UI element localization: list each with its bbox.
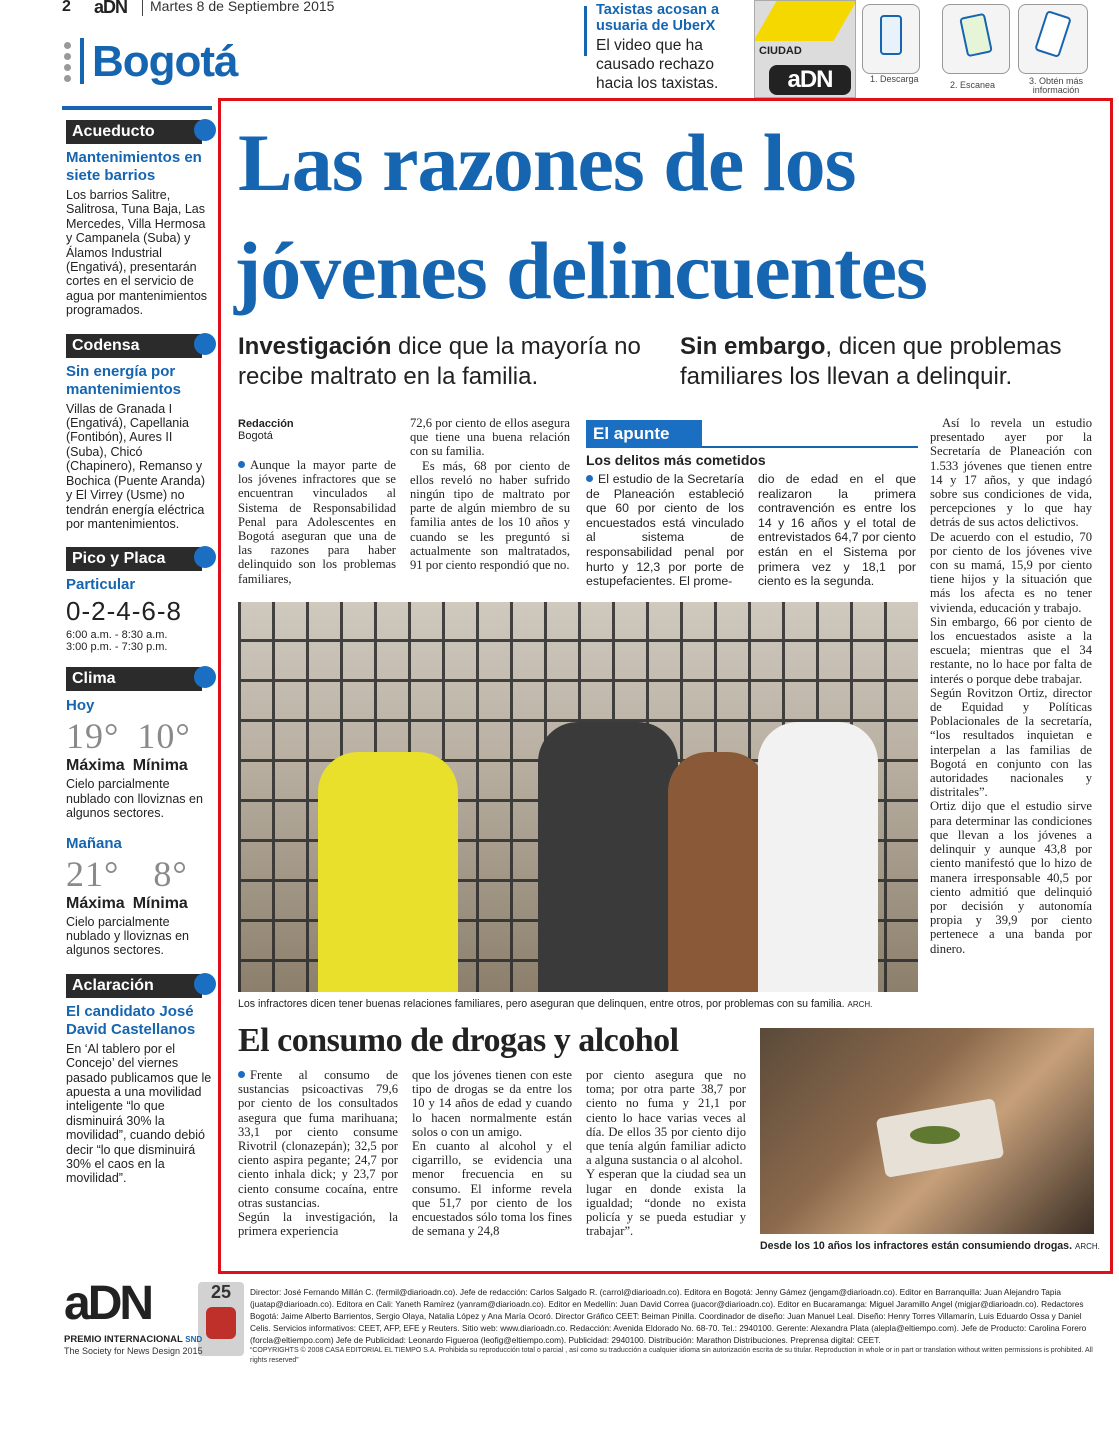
promo-block[interactable] (596, 2, 746, 93)
deck-left-bold: Investigación (238, 333, 392, 360)
photo-figure-red (538, 722, 678, 992)
pico-hours-1: 6:00 a.m. - 8:30 a.m. (66, 629, 168, 642)
phone-icon (880, 15, 902, 55)
sub-headline: El consumo de drogas y alcohol (238, 1022, 679, 1059)
promo-headline: Taxistas acosan a usuaria de UberX (596, 2, 720, 34)
bullet-icon-3 (238, 1071, 245, 1078)
apunte-label: El apunte (586, 420, 702, 448)
footer-credits: Director: José Fernando Millán C. (fermil@diarioadn.co). Jefe de redacción: Carlos Salgado R. (carrol@diarioadn.co). Editora en Bogotá: Jenny Gámez (jengam@diarioadn.co). Editor en Barranquilla: Juan Alejandro Tapia (juatap@diarioadn.co). Editora en Cali: Yaneth Ramírez (yanram@diarioadn.co). Editor en Medellín: Juan David Correa (juacor@diarioadn.co). Editor en Bucaramanga: Miguel Jaramillo Angel (migjar@diarioadn.co). Redactores Bogotá: Jaime Alberto Barrientos, Sergio Olaya, Natalia López y Ana María Ocoró. Director Gráfico CEET: Beiman Pinilla. Coordinador de diseño: Juan Manuel Leal. Diseño: Henry Torres Villamarín, Luis Eduardo Ossa y Daniel Celis. Servicios informativos: CEET, AFP, EFE y Reuters. Sitio web: www.diarioadn.co. Redacción: Avenida Eldorado No. 68-70. Tel.: 2940100. Gerente: Alexandra Plata (alepla@eltiempo.com). Jefe de Producto: Carolina Forero (forcla@eltiempo.com) Jefe de Publicidad: Leonardo Figueroa (leofig@eltiempo.com). Publicidad: 2940100. Distribución: Marathon Distribuciones. Preprensa digital: CEET. (250, 1287, 1087, 1345)
codensa-title: Sin energía por mantenimientos (66, 362, 182, 398)
step-label-3: 3. Obtén más información (1028, 76, 1084, 95)
step-3 (1018, 4, 1088, 74)
photo-figure-yellow (318, 752, 458, 992)
bullet-icon (238, 461, 245, 468)
deck-right-bold: Sin embargo (680, 333, 826, 360)
step-label-2: 2. Escanea (950, 80, 996, 90)
main-photo (238, 602, 918, 992)
apunte-col-2: dio de edad en el que realizaron la primera contravención es entre los 14 y 16 años y el total de entrevistados 64,7 por ciento están en el Sistema por primera vez y 18,1 por ciento es la segunda. (758, 472, 916, 589)
step-1 (862, 4, 920, 74)
body-col-2: 72,6 por ciento de ellos asegura que tiene una buena relación con su familia. Es más, 68 por ciento de ellos reveló no haber sufrido ningún tipo de maltrato por parte de algún miembro de su familia antes de los 10 años y cuando se les preguntó si actualmente son maltratados, 91 por ciento respondió que no. (410, 416, 570, 573)
drug-photo (760, 1028, 1094, 1234)
page-number: 2 (62, 0, 71, 15)
today-text: Cielo parcialmente nublado con lloviznas en algunos sectores. (66, 777, 203, 821)
step-label-1: 1. Descarga (870, 74, 919, 84)
photo-figure-bare (668, 752, 768, 992)
trophy-icon (206, 1307, 236, 1339)
deck-left (238, 332, 658, 392)
footer-logo: aDN (64, 1277, 152, 1330)
pico-label: Pico y Placa (66, 547, 202, 571)
info-icon (1034, 10, 1072, 58)
aclaracion-label: Aclaración (66, 974, 202, 998)
photo-figure-white (758, 722, 878, 992)
footer-copyright: “COPYRIGHTS © 2008 CASA EDITORIAL EL TIEMPO S.A. Prohibida su reproducción total o parcial , así como su traducción a cualquier idioma sin autorización escrita de su titular. Reproduction in whole or in part or translation without written permissions is prohibited. All rights reserved” (250, 1347, 1093, 1364)
page-header (62, 0, 562, 20)
sidebar (66, 120, 212, 1186)
section-bar (80, 38, 84, 84)
aclaracion-title: El candidato José David Castellanos (66, 1002, 196, 1038)
promo-bar (584, 6, 587, 56)
aclaracion-body: En ‘Al tablero por el Concejo’ del viernes pasado publicamos que le apuesta a una movilidad inteligente “lo que disminuirá 30% la movilidad”, cuando debió decir “lo que disminuirá 30% el caos en la movilidad”. (66, 1041, 212, 1186)
promo-text: El video que ha causado rechazo hacia los taxistas. (596, 37, 719, 92)
divider (142, 0, 143, 16)
tomorrow-min: 8° (153, 853, 188, 894)
tomorrow-max: 21° (66, 853, 120, 894)
anniv-badge (198, 1282, 244, 1356)
max-label: Máxima (66, 757, 125, 775)
sub-col-2: que los jóvenes tienen con este tipo de drogas se da entre los 10 y 14 años de edad y cuando lo hacen normalmente están solos o con un amigo. En cuanto al alcohol y el cigarrillo, se evidencia una menor frecuencia en su consumo. El informe revela que 51,7 por ciento de los encuestados sólo toma los fines de semana y 24,8 (412, 1068, 572, 1239)
section-title: Bogotá (92, 37, 238, 86)
badge-bottom: aDN (769, 65, 851, 95)
page-date: Martes 8 de Septiembre 2015 (150, 0, 335, 14)
pico-title: Particular (66, 576, 136, 594)
today-max: 19° (66, 716, 120, 757)
min-label: Mínima (132, 757, 188, 775)
pico-hours-2: 3:00 p.m. - 7:30 p.m. (66, 641, 168, 654)
codensa-body: Villas de Granada I (Engativá), Capellania (Fontibón), Aures II (Suba), Chicó (Chapinero), Remanso y Bochica (Puente Aranda) y El Virrey (Usme) no tendrán energía eléctrica por mantenimientos. (66, 401, 205, 531)
anniv-number: 25 (210, 1282, 232, 1302)
codensa-label: Codensa (66, 334, 202, 358)
today-min: 10° (137, 716, 191, 757)
snd-badge: SND (185, 1335, 203, 1344)
scan-icon (959, 13, 993, 58)
award-line-2: The Society for News Design 2015 (64, 1346, 203, 1356)
max-label-2: Máxima (66, 894, 125, 912)
top-rule (62, 106, 212, 110)
photo-caption: Los infractores dicen tener buenas relaciones familiares, pero aseguran que delinquen, entre otros, por problemas con su familia. ARCH. (238, 998, 873, 1010)
min-label-2: Mínima (132, 894, 188, 912)
pico-digits: 0-2-4-6-8 (66, 596, 182, 627)
apunte-box (586, 416, 918, 589)
section-dots (64, 42, 72, 82)
byline-name: Redacción (238, 418, 294, 430)
sub-col-3: por ciento asegura que no toma; por otra parte 38,7 por ciento no fuma y 21,1 por ciento lo hace varias veces al día. De ellos 35 por ciento dijo que tenía algún familiar adicto a alguna sustancia o al alcohol. Y esperan que la ciudad sea un lugar en donde exista la igualdad; “donde no exista policía y se pueda estudiar y trabajar”. (586, 1068, 746, 1239)
byline-place: Bogotá (238, 430, 273, 442)
bullet-icon-2 (586, 475, 593, 482)
award-line: PREMIO INTERNACIONAL SND (64, 1334, 203, 1345)
sub-col-1: Frente al consumo de sustancias psicoactivas 79,6 por ciento de los consultados asegura que fuma marihuana; 33,1 por ciento consume Rivotril (clonazepán); 32,5 por ciento aspira pegante; 24,7 por ciento inhala dick; y 23,7 por ciento consume cocaína, entre otras sustancias. Según la investigación, la primera experiencia (238, 1068, 398, 1239)
headline-line-2: jóvenes delincuentes (234, 225, 927, 316)
clima-tomorrow: Mañana (66, 834, 122, 852)
acueducto-body: Los barrios Salitre, Salitrosa, Tuna Baja, Las Mercedes, Villa Hermosa y Campanela (Suba) y Álamos Industrial (Engativá), presentarán cortes en el servicio de agua por mantenimientos programados. (66, 188, 208, 318)
clima-today: Hoy (66, 697, 95, 715)
apunte-title: Los delitos más cometidos (586, 452, 766, 468)
photo-herb (910, 1126, 960, 1144)
brand-small: aDN (94, 0, 128, 17)
badge-top: CIUDAD (759, 45, 802, 57)
acueducto-title: Mantenimientos en siete barrios (66, 149, 202, 184)
step-2 (942, 4, 1010, 74)
right-col: Así lo revela un estudio presentado ayer por la Secretaría de Planeación con 1.533 jóvenes que tienen entre 14 y 17 años, y que indagó sobre sus condiciones de vida, percepciones y lo que hay detrás de sus actos delictivos. De acuerdo con el estudio, 70 por ciento de los jóvenes vive con su mamá, 15,9 por ciento tiene hijos y la situación que más los afecta es no tener vivienda, educación y trabajo. Sin embargo, 66 por ciento de los encuestados asiste a la escuela; mientras que el 34 restante, no lo hace por falta de interés o porque debe trabajar. Según Rovitzon Ortiz, director de Equidad y Políticas Poblacionales de la secretaría, “los resultados inquietan e interpelan a las familias de Bogotá en conjunto con las autoridades nacionales y distritales”. Ortiz dijo que el estudio sirve para determinar las condiciones que llevan a los jóvenes a delinquir y aunque 43,8 por ciento manifestó que lo hizo de manera irresponsable 40,5 por ciento admitió que delinquió por decisión y autonomía propia y 39,9 por ciento pertenece a una banda por dinero. (930, 416, 1092, 956)
deck-right (680, 332, 1100, 392)
tomorrow-text: Cielo parcialmente nublado y lloviznas en algunos sectores. (66, 914, 189, 958)
drug-photo-caption: Desde los 10 años los infractores están consumiendo drogas. ARCH. (760, 1240, 1100, 1252)
clima-label: Clima (66, 667, 202, 691)
acueducto-label: Acueducto (66, 120, 202, 144)
byline (238, 418, 396, 442)
body-col-1: Aunque la mayor parte de los jóvenes infractores que se encuentran vinculados al Sistema de Responsabilidad Penal para Adolescentes en Bogotá aseguran que una de las razones para haber delinquido son los problemas familiares, (238, 458, 396, 586)
ciudad-badge[interactable] (754, 0, 856, 98)
headline-line-1: Las razones de los (238, 117, 856, 208)
deck-left-text: dice que la mayoría no recibe maltrato en la familia. (238, 333, 641, 390)
deck-right-text: , dicen que problemas familiares los llevan a delinquir. (680, 333, 1062, 390)
apunte-col-1: El estudio de la Secretaría de Planeación estableció que 60 por ciento de los encuestados está vinculado al sistema de responsabilidad penal por hurto y 12,3 por porte de estupefacientes. El prome- (586, 472, 744, 589)
